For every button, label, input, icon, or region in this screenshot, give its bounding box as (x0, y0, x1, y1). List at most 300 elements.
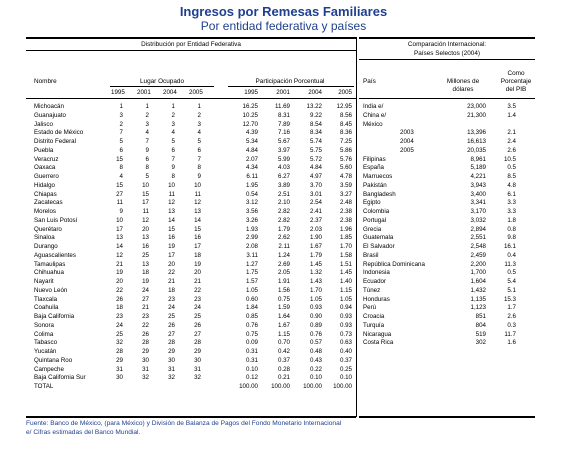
year-header-rank: 1995 (111, 89, 125, 96)
country-millions: 2,548 (470, 243, 486, 250)
state-pct: 6.11 (246, 173, 258, 180)
state-rank: 12 (194, 199, 201, 207)
country-pib: 9.8 (507, 234, 516, 242)
state-rank: 17 (142, 199, 149, 207)
country-millions: 2,459 (470, 251, 486, 259)
state-rank: 27 (194, 330, 201, 338)
state-pct: 1.40 (339, 278, 352, 285)
state-rank: 25 (168, 313, 175, 320)
state-pct: 0.93 (339, 321, 352, 329)
state-rank: 11 (116, 199, 123, 207)
state-rank: 25 (142, 251, 149, 259)
state-rank: 32 (142, 374, 149, 382)
state-pct: 2.41 (309, 208, 322, 215)
state-rank: 15 (168, 225, 175, 233)
country-name: Bangladesh (363, 190, 396, 198)
state-name: TOTAL (34, 383, 54, 390)
state-rank: 8 (145, 164, 149, 172)
state-rank: 32 (168, 374, 175, 382)
state-pct: 100.00 (271, 383, 290, 390)
state-pct: 2.82 (277, 208, 290, 215)
state-rank: 19 (142, 278, 149, 285)
state-rank: 24 (168, 304, 175, 312)
state-rank: 7 (119, 129, 123, 137)
state-pct: 3.97 (277, 146, 290, 154)
state-rank: 8 (119, 164, 123, 172)
state-rank: 17 (194, 243, 201, 250)
state-rank: 31 (116, 365, 123, 373)
col-millones-1: Millones de (446, 78, 480, 85)
state-rank: 3 (171, 120, 175, 128)
state-pct: 1.56 (277, 286, 290, 294)
state-pct: 5.60 (339, 164, 352, 172)
state-pct: 1.67 (309, 243, 322, 250)
state-pct: 0.22 (309, 365, 322, 373)
state-name: Zacatecas (34, 199, 63, 207)
country-name: Croacia (363, 313, 385, 320)
state-pct: 1.64 (277, 313, 290, 320)
footnote-source: Fuente: Banco de México, (para México) y División de Balanza de Pagos del Fondo Monetario Internacional (26, 420, 342, 427)
state-pct: 9.22 (309, 111, 322, 119)
country-pib: 1.4 (507, 111, 516, 119)
state-pct: 0.37 (339, 356, 352, 364)
state-pct: 5.74 (309, 138, 322, 145)
lugar-header: Lugar Ocupado (139, 78, 185, 85)
col-pais: País (363, 78, 376, 85)
state-rank: 13 (194, 208, 201, 215)
state-name: Tabasco (34, 339, 58, 347)
left-bottom-rule (26, 416, 356, 418)
country-pib: 6.1 (507, 190, 516, 198)
state-pct: 2.54 (309, 199, 322, 207)
lugar-rule (110, 86, 214, 87)
state-rank: 22 (168, 269, 175, 277)
country-pib: 5.1 (507, 286, 516, 294)
country-name: Guatemala (363, 234, 394, 242)
country-pib: 2.1 (507, 129, 516, 137)
state-rank: 26 (142, 330, 149, 338)
state-pct: 1.15 (277, 330, 290, 338)
state-pct: 8.56 (339, 111, 352, 119)
right-top-rule (359, 37, 535, 39)
state-pct: 2.10 (277, 199, 290, 207)
year-header-rank: 2001 (137, 89, 151, 96)
state-rank: 4 (197, 129, 201, 137)
state-pct: 1.45 (339, 269, 352, 277)
state-pct: 1.58 (339, 251, 352, 259)
state-rank: 20 (116, 278, 123, 285)
year-header-pct: 2001 (276, 89, 290, 96)
country-name: Túnez (363, 286, 381, 294)
country-millions: 3,400 (470, 190, 486, 198)
state-rank: 29 (142, 348, 149, 355)
state-name: Oaxaca (34, 164, 56, 172)
country-pib: 5.4 (507, 278, 516, 285)
state-rank: 11 (168, 190, 175, 198)
country-name: Egipto (363, 199, 381, 207)
state-pct: 100.00 (303, 383, 322, 390)
state-pct: 4.84 (245, 146, 258, 154)
country-pib: 3.3 (507, 208, 516, 215)
state-pct: 0.75 (277, 295, 290, 303)
country-name: Grecia (363, 225, 382, 233)
state-rank: 28 (168, 339, 175, 347)
state-rank: 30 (116, 374, 123, 382)
state-rank: 22 (142, 321, 149, 329)
country-millions: 4,221 (470, 173, 486, 180)
state-pct: 3.11 (246, 251, 258, 259)
state-pct: 0.70 (277, 339, 290, 347)
state-rank: 13 (168, 208, 175, 215)
state-pct: 0.60 (245, 295, 258, 303)
state-pct: 1.95 (245, 181, 258, 189)
state-name: Nayarit (34, 278, 54, 285)
state-pct: 8.54 (309, 120, 322, 128)
state-rank: 18 (168, 286, 175, 294)
state-pct: 8.36 (339, 129, 352, 137)
state-rank: 9 (197, 173, 201, 180)
state-rank: 19 (116, 269, 123, 277)
state-rank: 27 (116, 190, 123, 198)
state-rank: 3 (145, 120, 149, 128)
state-pct: 1.45 (309, 260, 322, 268)
state-rank: 6 (145, 155, 149, 163)
state-pct: 0.76 (245, 321, 258, 329)
state-name: Yucatán (34, 348, 57, 355)
state-name: Aguascalientes (34, 251, 76, 259)
state-rank: 6 (171, 146, 175, 154)
country-pib: 3.5 (507, 103, 516, 110)
country-millions: 2,894 (470, 225, 486, 233)
state-pct: 5.67 (277, 138, 290, 145)
right-header-bottom-rule (359, 98, 535, 99)
state-rank: 7 (197, 155, 201, 163)
country-name: México (363, 120, 383, 128)
state-pct: 4.34 (245, 164, 258, 172)
state-pct: 5.34 (245, 138, 258, 145)
state-rank: 31 (194, 365, 201, 373)
country-name: Brasil (363, 251, 379, 259)
state-rank: 15 (116, 155, 123, 163)
state-pct: 1.51 (339, 260, 352, 268)
state-pct: 1.93 (245, 225, 258, 233)
state-rank: 31 (142, 365, 149, 373)
state-rank: 28 (194, 339, 201, 347)
state-pct: 7.25 (339, 138, 352, 145)
state-pct: 0.93 (339, 313, 352, 320)
year-header-pct: 1995 (244, 89, 258, 96)
page-title: Ingresos por Remesas Familiares (179, 4, 388, 19)
state-rank: 9 (171, 164, 175, 172)
state-rank: 13 (142, 234, 149, 242)
state-name: Baja California Sur (34, 374, 86, 382)
state-pct: 6.27 (277, 173, 290, 180)
state-pct: 0.76 (309, 330, 322, 338)
state-rank: 28 (116, 348, 123, 355)
state-rank: 5 (171, 138, 175, 145)
country-pib: 16.1 (503, 243, 516, 250)
state-rank: 15 (194, 225, 201, 233)
state-name: Chihuahua (34, 269, 64, 277)
state-pct: 0.89 (309, 321, 322, 329)
table-divider (356, 37, 357, 417)
state-pct: 16.25 (242, 103, 258, 110)
country-millions: 2,200 (470, 260, 486, 268)
state-pct: 2.48 (339, 199, 352, 207)
state-rank: 28 (142, 339, 149, 347)
state-rank: 15 (116, 181, 123, 189)
state-name: Sonora (34, 321, 54, 329)
state-pct: 0.25 (339, 365, 352, 373)
state-rank: 32 (116, 339, 123, 347)
state-rank: 26 (116, 295, 123, 303)
state-pct: 3.27 (339, 190, 352, 198)
state-pct: 0.21 (277, 374, 290, 382)
country-pib: 1.7 (507, 304, 516, 312)
state-rank: 12 (142, 216, 149, 224)
state-rank: 30 (194, 356, 201, 364)
state-rank: 20 (194, 269, 201, 277)
state-rank: 14 (116, 243, 123, 250)
state-rank: 31 (168, 365, 175, 373)
state-rank: 19 (168, 243, 175, 250)
country-name: Marruecos (363, 173, 393, 180)
country-name: Honduras (363, 295, 390, 303)
state-rank: 18 (116, 304, 123, 312)
state-pct: 0.31 (245, 356, 258, 364)
col-millones-2: dólares (452, 86, 474, 93)
state-name: Durango (34, 243, 58, 250)
country-pib: 0.8 (507, 225, 516, 233)
state-pct: 2.07 (245, 155, 258, 163)
country-millions: 21,300 (467, 111, 486, 119)
state-pct: 5.86 (339, 146, 352, 154)
state-rank: 24 (116, 321, 123, 329)
state-rank: 10 (194, 181, 201, 189)
state-rank: 15 (142, 190, 149, 198)
state-pct: 100.00 (333, 383, 352, 390)
country-millions: 851 (475, 313, 486, 320)
state-rank: 4 (145, 129, 149, 137)
state-rank: 7 (145, 138, 149, 145)
state-pct: 1.84 (245, 304, 258, 312)
state-rank: 25 (194, 313, 201, 320)
state-rank: 23 (168, 295, 175, 303)
country-name: Turquía (363, 321, 385, 329)
state-pct: 2.11 (278, 243, 290, 250)
state-pct: 11.69 (274, 103, 290, 110)
country-pib: 4.8 (507, 181, 516, 189)
state-pct: 1.32 (309, 269, 322, 277)
country-pib: 0.5 (507, 269, 516, 277)
state-pct: 0.94 (339, 304, 352, 312)
state-pct: 8.45 (339, 120, 352, 128)
state-rank: 17 (116, 225, 123, 233)
state-pct: 2.62 (277, 234, 290, 242)
state-rank: 12 (168, 199, 175, 207)
state-rank: 26 (194, 321, 201, 329)
state-rank: 8 (171, 173, 175, 180)
country-name: España (363, 164, 384, 172)
state-name: Jalisco (34, 120, 53, 128)
state-pct: 0.10 (309, 374, 322, 382)
state-pct: 1.96 (339, 225, 352, 233)
state-rank: 6 (119, 146, 123, 154)
state-pct: 0.09 (245, 339, 258, 347)
left-group-rule (26, 50, 356, 51)
state-rank: 9 (119, 208, 123, 215)
state-name: Nuevo León (34, 286, 68, 294)
state-rank: 16 (142, 243, 149, 250)
state-pct: 2.05 (277, 269, 290, 277)
state-name: Coahuila (34, 304, 59, 312)
state-rank: 18 (142, 269, 149, 277)
state-pct: 3.89 (277, 181, 290, 189)
country-name: Colombia (363, 208, 390, 215)
state-rank: 22 (116, 286, 123, 294)
state-pct: 5.76 (339, 155, 352, 163)
state-rank: 26 (168, 321, 175, 329)
state-rank: 4 (171, 129, 175, 137)
state-pct: 1.91 (277, 278, 290, 285)
right-group-header-1: Comparación Internacional: (407, 41, 487, 48)
state-name: Guanajuato (34, 111, 66, 119)
country-pib: 1.8 (507, 216, 516, 224)
country-pib: 2.4 (507, 138, 516, 145)
state-pct: 2.08 (245, 243, 258, 250)
state-rank: 21 (116, 260, 123, 268)
country-pib: 15.3 (503, 295, 516, 303)
state-name: Baja California (34, 313, 75, 320)
state-rank: 1 (119, 103, 123, 110)
country-millions: 3,170 (470, 208, 486, 215)
state-name: Tamaulipas (34, 260, 66, 268)
state-name: Veracruz (34, 155, 59, 163)
state-pct: 3.56 (245, 208, 258, 215)
country-millions: 3,341 (470, 199, 486, 207)
state-pct: 0.42 (277, 348, 290, 355)
col-pib-1: Como (507, 70, 525, 77)
state-rank: 8 (197, 164, 201, 172)
country-millions: 1,135 (470, 295, 486, 303)
state-rank: 17 (168, 251, 175, 259)
state-pct: 1.75 (245, 269, 258, 277)
country-millions: 804 (475, 321, 486, 329)
participacion-rule (228, 86, 354, 87)
state-rank: 10 (142, 181, 149, 189)
country-pib: 2.6 (507, 146, 516, 154)
state-pct: 0.10 (339, 374, 352, 382)
left-group-header: Distribución por Entidad Federativa (141, 41, 241, 48)
country-millions: 302 (475, 339, 486, 347)
state-rank: 11 (194, 190, 201, 198)
state-rank: 11 (142, 208, 149, 215)
state-rank: 32 (194, 374, 201, 382)
state-pct: 0.73 (339, 330, 352, 338)
country-millions: 3,032 (470, 216, 486, 224)
state-rank: 2 (119, 120, 123, 128)
state-rank: 27 (168, 330, 175, 338)
state-pct: 4.84 (309, 164, 322, 172)
state-rank: 19 (194, 260, 201, 268)
year-header-rank: 2004 (163, 89, 177, 96)
state-rank: 25 (116, 330, 123, 338)
state-name: Querétaro (34, 225, 62, 233)
state-pct: 10.25 (242, 111, 258, 119)
state-rank: 23 (194, 295, 201, 303)
state-rank: 24 (142, 286, 149, 294)
state-rank: 3 (197, 120, 201, 128)
state-pct: 0.54 (245, 190, 258, 198)
country-pib: 2.6 (507, 313, 516, 320)
country-millions: 8,961 (470, 155, 486, 163)
col-pib-2: Porcentaje (500, 78, 532, 85)
state-pct: 4.78 (339, 173, 352, 180)
state-name: Quintana Roo (34, 356, 73, 364)
state-name: Estado de México (34, 129, 84, 137)
state-name: Guerrero (34, 173, 59, 180)
country-name: 2004 (400, 138, 414, 145)
state-rank: 14 (168, 216, 175, 224)
state-pct: 5.99 (277, 155, 290, 163)
left-header-bottom-rule (26, 98, 356, 99)
state-pct: 1.70 (309, 286, 322, 294)
country-millions: 2,551 (470, 234, 486, 242)
right-group-header-2: Países Selectos (2004) (413, 50, 481, 57)
state-rank: 16 (168, 234, 175, 242)
state-rank: 16 (194, 234, 201, 242)
state-pct: 1.57 (245, 278, 258, 285)
country-millions: 1,432 (470, 286, 486, 294)
state-rank: 1 (171, 103, 175, 110)
state-rank: 10 (168, 181, 175, 189)
country-millions: 1,123 (470, 304, 486, 312)
state-name: San Luis Potosí (34, 216, 78, 224)
country-millions: 16,613 (467, 138, 486, 145)
state-rank: 21 (168, 278, 175, 285)
state-name: Distrito Federal (34, 138, 76, 145)
state-rank: 2 (145, 111, 149, 119)
state-rank: 1 (197, 103, 201, 110)
state-pct: 1.43 (309, 278, 322, 285)
state-name: Tlaxcala (34, 295, 58, 303)
state-rank: 4 (119, 173, 123, 180)
state-pct: 0.43 (309, 356, 322, 364)
state-name: Hidalgo (34, 181, 55, 189)
state-rank: 10 (116, 216, 123, 224)
state-name: Colima (34, 330, 54, 338)
state-pct: 1.79 (277, 225, 290, 233)
state-rank: 20 (168, 260, 175, 268)
state-rank: 29 (116, 356, 123, 364)
state-pct: 2.82 (277, 216, 290, 224)
state-pct: 4.39 (245, 129, 258, 137)
state-rank: 21 (194, 278, 201, 285)
state-rank: 5 (145, 173, 149, 180)
country-name: Perú (363, 304, 377, 312)
state-rank: 2 (197, 111, 201, 119)
state-rank: 22 (194, 286, 201, 294)
state-pct: 1.05 (309, 295, 322, 303)
state-pct: 0.10 (245, 365, 258, 373)
state-pct: 5.72 (309, 155, 322, 163)
country-name: Ecuador (363, 278, 387, 285)
state-pct: 1.27 (245, 260, 258, 268)
state-rank: 1 (145, 103, 149, 110)
state-pct: 2.51 (277, 190, 290, 198)
state-name: Chiapas (34, 190, 57, 198)
state-pct: 0.93 (309, 304, 322, 312)
